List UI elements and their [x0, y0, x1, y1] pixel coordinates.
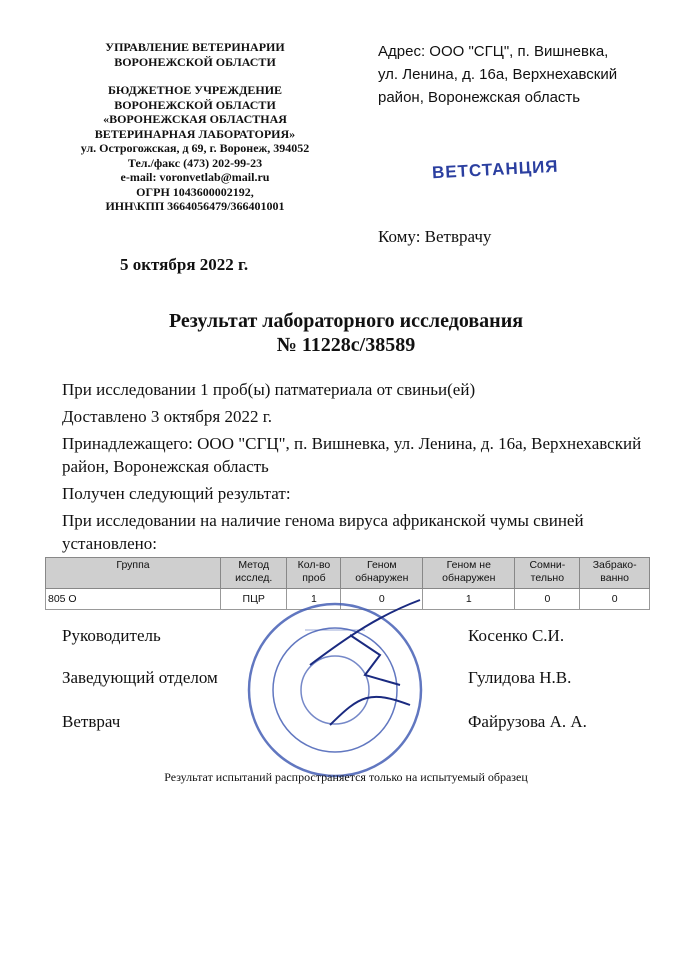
header-line: ИНН\КПП 3664056479/366401001: [105, 199, 285, 213]
table-cell: 805 О: [46, 589, 221, 610]
header-line: ВОРОНЕЖСКОЙ ОБЛАСТИ: [114, 54, 276, 69]
signature-role: Заведующий отделом: [62, 668, 218, 687]
header-line: ВОРОНЕЖСКОЙ ОБЛАСТИ: [114, 97, 276, 112]
table-cell: ПЦР: [221, 589, 287, 610]
signature-role: Ветврач: [62, 712, 121, 731]
header-line: ул. Острогожская, д 69, г. Воронеж, 394052: [80, 141, 310, 155]
document-title: [0, 309, 692, 357]
table-cell: 1: [423, 589, 515, 610]
table-header-row: [46, 558, 650, 589]
title-line: Результат лабораторного исследования: [168, 310, 524, 332]
column-header: Сомни-тельно: [515, 558, 580, 589]
column-header: Забрако-ванно: [580, 558, 650, 589]
header-line: e-mail: voronvetlab@mail.ru: [120, 170, 270, 184]
table-cell: 0: [515, 589, 580, 610]
body-paragraph: Получен следующий результат:: [62, 484, 291, 503]
address-line: район, Воронежская область: [378, 89, 581, 106]
body-paragraph: Принадлежащего: ООО "СГЦ", п. Вишневка, ул. Ленина, д. 16а, Верхнехавский район, Воронежская область: [62, 434, 642, 476]
signature-name: Гулидова Н.В.: [468, 668, 572, 687]
recipient: Кому: Ветврачу: [378, 227, 492, 246]
lab-header: [60, 40, 330, 214]
column-header: Группа: [46, 558, 221, 589]
signature-marks: [290, 595, 450, 745]
signature-name: Файрузова А. А.: [468, 712, 587, 731]
signature-role: Руководитель: [62, 626, 161, 645]
column-header: Геном обнаружен: [341, 558, 423, 589]
column-header: Кол-во проб: [287, 558, 341, 589]
header-line: ВЕТЕРИНАРНАЯ ЛАБОРАТОРИЯ»: [94, 126, 296, 141]
header-line: Тел./факс (473) 202-99-23: [127, 155, 263, 170]
header-line: УПРАВЛЕНИЕ ВЕТЕРИНАРИИ: [105, 40, 285, 54]
table-cell: 1: [287, 589, 341, 610]
table-cell: 0: [341, 589, 423, 610]
document-body: [62, 378, 662, 559]
document-date: 5 октября 2022 г.: [120, 255, 249, 274]
address-line: ул. Ленина, д. 16а, Верхнехавский: [378, 66, 618, 83]
signature-name: Косенко С.И.: [468, 626, 565, 645]
footer-note: Результат испытаний распространяется только на испытуемый образец: [164, 770, 528, 784]
column-header: Геном не обнаружен: [423, 558, 515, 589]
header-line: ОГРН 1043600002192,: [136, 184, 254, 199]
body-paragraph: Доставлено 3 октября 2022 г.: [62, 407, 273, 426]
vetstation-stamp: ВЕТСТАНЦИЯ: [431, 156, 559, 183]
body-paragraph: При исследовании 1 проб(ы) патматериала от свиньи(ей): [62, 380, 476, 399]
header-line: БЮДЖЕТНОЕ УЧРЕЖДЕНИЕ: [107, 83, 283, 97]
table-cell: 0: [580, 589, 650, 610]
body-paragraph: При исследовании на наличие генома вируса африканской чумы свиней установлено:: [62, 511, 584, 553]
address-line: Адрес: ООО "СГЦ", п. Вишневка,: [378, 43, 609, 60]
document-number: № 11228с/38589: [276, 334, 416, 356]
recipient-address: [378, 40, 668, 109]
column-header: Метод исслед.: [221, 558, 287, 589]
header-line: «ВОРОНЕЖСКАЯ ОБЛАСТНАЯ: [103, 112, 287, 126]
